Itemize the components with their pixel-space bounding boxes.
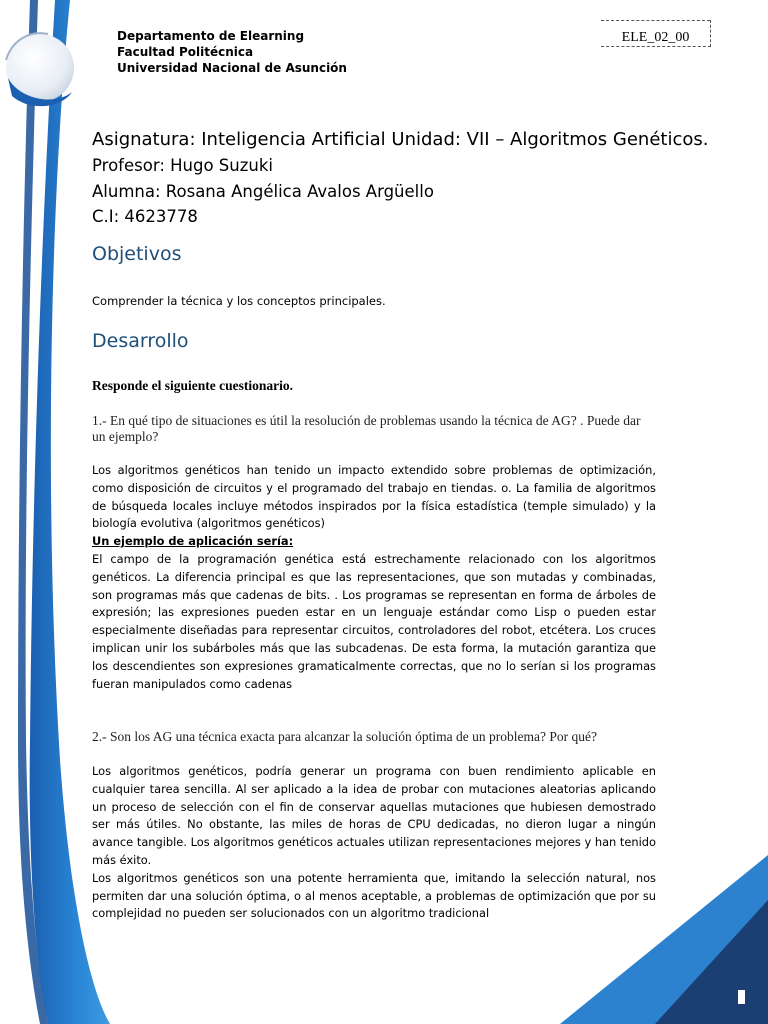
answer-1-text: Los algoritmos genéticos han tenido un impacto extendido sobre problemas de optimización, como disposición de circuitos y el programado del trabajo en tiendas. o. La familia de algoritmos de búsqueda locales incluye métodos inspirados por la física estadística (temple simulado) y la biología evolutiva (algoritmos genéticos) xyxy=(92,463,656,531)
instruction: Responde el siguiente cuestionario. xyxy=(92,378,293,393)
student-id: C.I: 4623778 xyxy=(92,207,198,226)
answer-2-part1: Los algoritmos genéticos, podría generar un programa con buen rendimiento aplicable en cualquier tarea sencilla. Al ser aplicado a la idea de probar con mutaciones aleatorias aplicando un proceso de selección con el fin de conservar aquellas mutaciones que hubiesen demostrado ser más útiles. No obstante, las miles de horas de CPU dedicadas, no dieron lugar a ningún avance tangible. Los algoritmos genéticos actuales utilizan representaciones mejores y han tenido más éxito. xyxy=(92,764,656,867)
answer-2 xyxy=(92,763,656,923)
answer-1 xyxy=(92,462,656,693)
institution-header xyxy=(117,28,347,76)
course-title: Asignatura: Inteligencia Artificial Unidad: VII – Algoritmos Genéticos. xyxy=(92,129,709,150)
page-marker-icon xyxy=(738,990,745,1004)
objetivos-text: Comprender la técnica y los conceptos principales. xyxy=(92,294,386,308)
desarrollo-heading: Desarrollo xyxy=(92,330,189,352)
student: Alumna: Rosana Angélica Avalos Argüello xyxy=(92,181,434,201)
header-university: Universidad Nacional de Asunción xyxy=(117,61,347,75)
example-text: El campo de la programación genética está estrechamente relacionado con los algoritmos genéticos. La diferencia principal es que las representaciones, que son mutadas y combinadas, son programas más que cadenas de bits. . Los programas se representan en forma de árboles de expresión; las expresiones pueden estar en un lenguaje estándar como Lisp o pueden estar especialmente diseñadas para representar circuitos, controladores del robot, etcétera. Los cruces implican unir los subárboles más que las subcadenas. De esta forma, la mutación garantiza que los descendientes son expresiones gramaticalmente correctas, que no lo serían si los programas fueran manipulados como cadenas xyxy=(92,551,656,691)
objetivos-heading: Objetivos xyxy=(92,243,182,265)
document-code-text: ELE_02_00 xyxy=(621,30,690,45)
example-label: Un ejemplo de aplicación sería: xyxy=(92,534,294,549)
document-code xyxy=(601,20,711,47)
answer-2-part2: Los algoritmos genéticos son una potente herramienta que, imitando la selección natural, nos permiten dar una solución óptima, o al menos aceptable, a problemas de optimización que por su complejidad no pueden ser solucionados con un algoritmo tradicional xyxy=(92,870,656,921)
header-faculty: Facultad Politécnica xyxy=(117,45,254,59)
professor: Profesor: Hugo Suzuki xyxy=(92,156,273,175)
question-2: 2.- Son los AG una técnica exacta para alcanzar la solución óptima de un problema? Por qué? xyxy=(92,729,597,744)
title-block xyxy=(92,127,708,230)
header-department: Departamento de Elearning xyxy=(117,29,305,43)
question-1: 1.- En qué tipo de situaciones es útil la resolución de problemas usando la técnica de AG? . Puede dar un ejemplo? xyxy=(92,413,641,444)
